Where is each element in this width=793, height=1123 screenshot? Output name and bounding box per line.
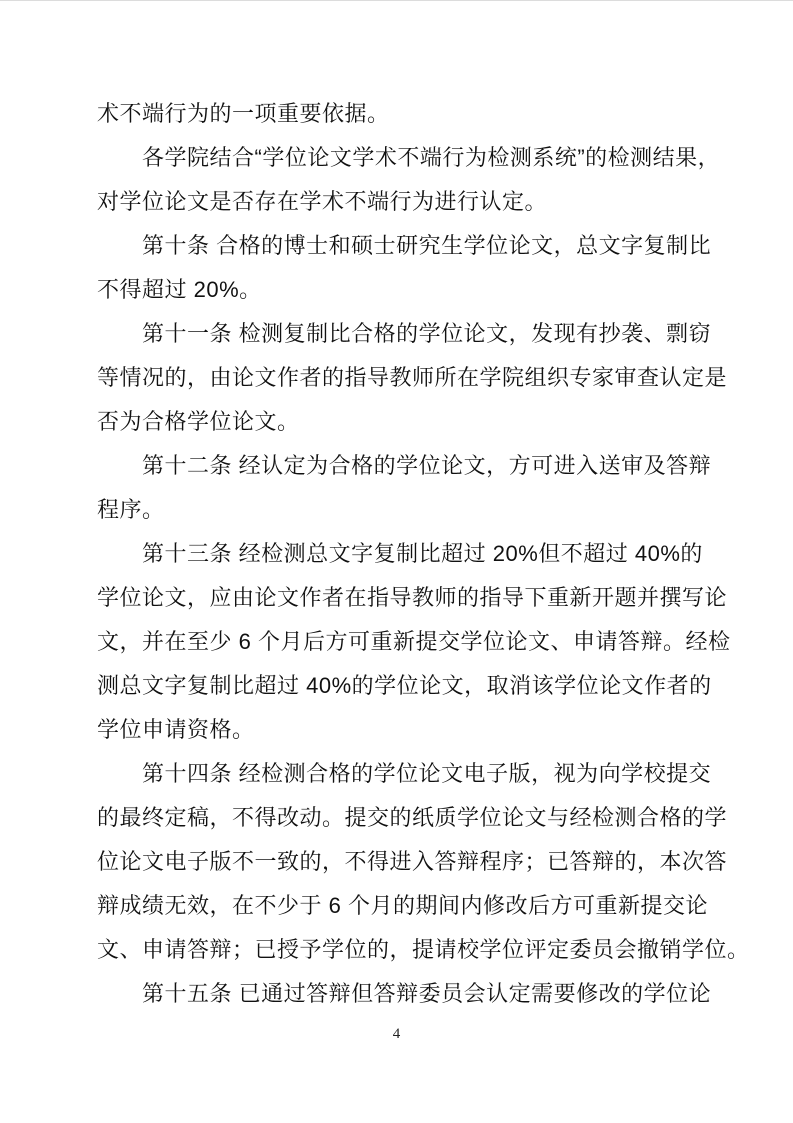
document-line: 对学位论文是否存在学术不端行为进行认定。 — [97, 189, 548, 214]
document-line: 等情况的，由论文作者的指导教师所在学院组织专家审查认定是 — [97, 365, 728, 390]
document-line: 文，并在至少 6 个月后方可重新提交学位论文、申请答辩。经检 — [97, 629, 731, 654]
document-line: 文、申请答辩；已授予学位的，提请校学位评定委员会撤销学位。 — [97, 937, 750, 962]
document-line: 辩成绩无效，在不少于 6 个月的期间内修改后方可重新提交论 — [97, 893, 708, 918]
document-body — [97, 92, 757, 1016]
document-line: 否为合格学位论文。 — [97, 409, 300, 434]
document-line: 不得超过 20%。 — [97, 277, 262, 302]
document-line: 学位论文，应由论文作者在指导教师的指导下重新开题并撰写论 — [97, 585, 728, 610]
document-line: 第十二条 经认定为合格的学位论文，方可进入送审及答辩 — [142, 453, 712, 478]
document-line: 术不端行为的一项重要依据。 — [97, 101, 390, 126]
document-line: 的最终定稿，不得改动。提交的纸质学位论文与经检测合格的学 — [97, 805, 728, 830]
document-line: 程序。 — [97, 497, 165, 522]
document-line: 第十四条 经检测合格的学位论文电子版，视为向学校提交 — [142, 761, 712, 786]
page-number: 4 — [392, 1026, 401, 1042]
page-footer — [0, 1025, 793, 1043]
document-line: 位论文电子版不一致的，不得进入答辩程序；已答辩的，本次答 — [97, 849, 728, 874]
document-line: 第十五条 已通过答辩但答辩委员会认定需要修改的学位论 — [142, 981, 712, 1006]
document-line: 第十条 合格的博士和硕士研究生学位论文，总文字复制比 — [142, 233, 712, 258]
document-line: 测总文字复制比超过 40%的学位论文，取消该学位论文作者的 — [97, 673, 712, 698]
document-line: 第十三条 经检测总文字复制比超过 20%但不超过 40%的 — [142, 541, 703, 566]
document-line: 学位申请资格。 — [97, 717, 255, 742]
document-line: 各学院结合“学位论文学术不端行为检测系统”的检测结果， — [142, 145, 721, 170]
document-line: 第十一条 检测复制比合格的学位论文，发现有抄袭、剽窃 — [142, 321, 712, 346]
